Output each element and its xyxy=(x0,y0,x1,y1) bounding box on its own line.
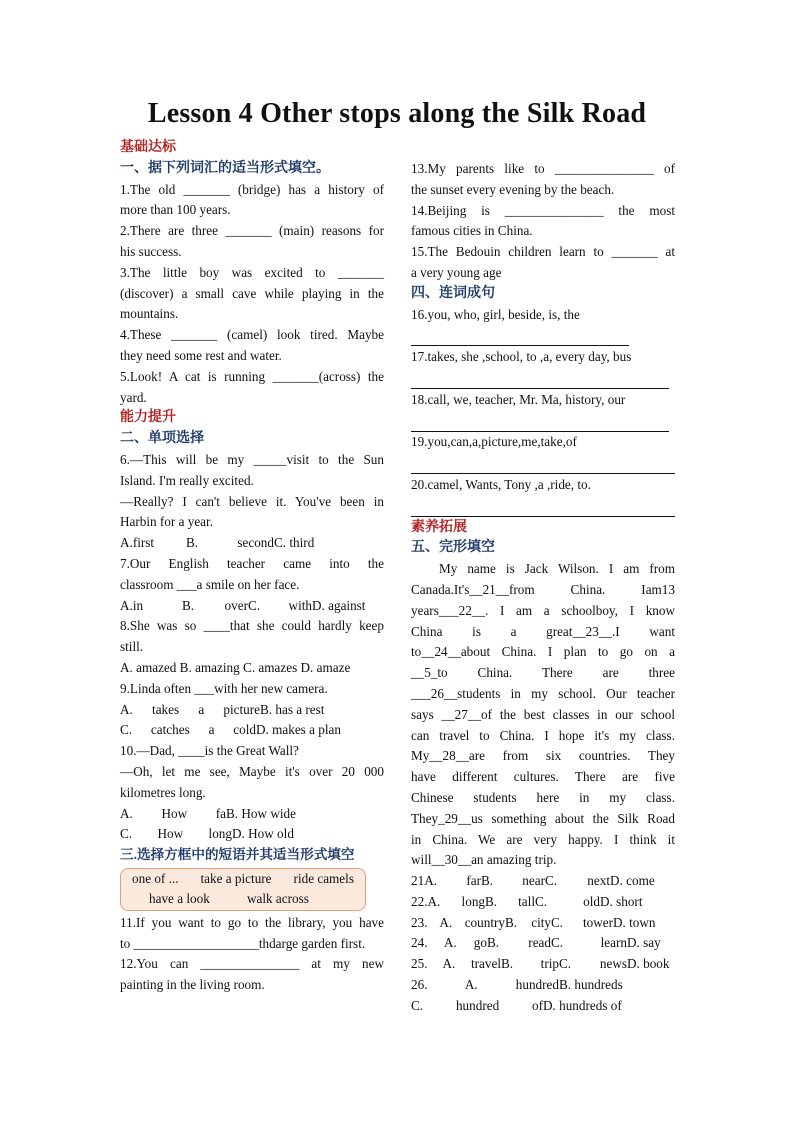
question-14-line: 14.Beijing is _______________ the most xyxy=(411,202,675,218)
question-8-line: still. xyxy=(120,639,144,655)
question-24-options xyxy=(411,933,675,954)
question-11-line: to ___________________thdarge garden first. xyxy=(120,935,366,951)
question-13-line: the sunset every evening by the beach. xyxy=(411,181,615,197)
option: C. How long xyxy=(120,826,232,842)
phrase-box-row xyxy=(121,869,365,890)
section-basic-heading: 基础达标 xyxy=(120,140,176,155)
question-23-options xyxy=(411,913,675,934)
option: 23. A. country xyxy=(411,914,505,930)
question-9-options xyxy=(120,720,384,741)
section-5-title: 五、完形填空 xyxy=(411,540,495,556)
phrase: ride camels xyxy=(293,870,354,886)
question-6-line: 6.—This will be my _____visit to the Sun xyxy=(120,451,384,467)
question-13-line: 13.My parents like to _______________ of xyxy=(411,161,675,176)
section-3-title: 三.选择方框中的短语并其适当形式填空 xyxy=(120,847,355,863)
answer-line[interactable] xyxy=(411,496,675,517)
passage-line: will__30__an amazing trip. xyxy=(411,852,557,868)
option: C. news xyxy=(559,956,627,972)
question-3-line: 3.The little boy was excited to _______ xyxy=(120,264,384,280)
question-4-line: they need some rest and water. xyxy=(120,347,282,363)
option: C. hundred of xyxy=(411,997,543,1013)
question-17-line: 17.takes, she ,school, to ,a, every day, bus xyxy=(411,349,632,365)
option: B. near xyxy=(481,873,545,889)
question-4-line: 4.These _______ (camel) look tired. Maybe xyxy=(120,327,384,343)
question-20-line: 20.camel, Wants, Tony ,a ,ride, to. xyxy=(411,476,591,492)
question-2-line: his success. xyxy=(120,243,182,259)
right-column xyxy=(411,159,675,1017)
question-7-options xyxy=(120,596,384,617)
option: D. town xyxy=(613,914,656,930)
phrase-box-row xyxy=(121,889,365,910)
question-15-line: 15.The Bedouin children learn to _______ at xyxy=(411,244,675,260)
option: D. against xyxy=(312,597,366,613)
question-2-line: 2.There are three _______ (main) reasons for xyxy=(120,223,384,239)
question-10-options xyxy=(120,824,384,845)
option: C. catches a cold xyxy=(120,722,256,738)
passage-line: They_29__us something about the Silk Road xyxy=(411,810,675,826)
phrase: walk across xyxy=(247,891,309,907)
question-14-line: famous cities in China. xyxy=(411,223,533,239)
question-5-line: yard. xyxy=(120,389,147,405)
question-10-line: 10.—Dad, ____is the Great Wall? xyxy=(120,743,299,759)
section-1-title: 一、据下列词汇的适当形式填空。 xyxy=(120,160,330,176)
question-25-options xyxy=(411,954,675,975)
question-21-options xyxy=(411,871,675,892)
question-8-line: 8.She was so ____that she could hardly keep xyxy=(120,618,384,634)
question-12-line: painting in the living room. xyxy=(120,977,265,993)
section-2-title: 二、单项选择 xyxy=(120,431,204,447)
question-1-line: more than 100 years. xyxy=(120,202,231,218)
passage-line: China is a great__23__.I want xyxy=(411,623,675,639)
option: B. read xyxy=(487,935,551,951)
option: A.in xyxy=(120,597,144,613)
question-26-options xyxy=(411,975,675,996)
phrase: one of ... xyxy=(132,870,179,886)
option: D. hundreds of xyxy=(543,997,622,1013)
section-ability-heading: 能力提升 xyxy=(120,410,176,426)
section-4-title: 四、连词成句 xyxy=(411,285,495,301)
option: B. over xyxy=(182,597,248,613)
option: 24. A. go xyxy=(411,935,487,951)
question-1-line: 1.The old _______ (bridge) has a history of xyxy=(120,181,384,197)
question-11-line: 11.If you want to go to the library, you have xyxy=(120,914,384,930)
option: A. takes a picture xyxy=(120,701,260,717)
option: 22.A. long xyxy=(411,893,485,909)
question-12-line: 12.You can _______________ at my new xyxy=(120,956,384,972)
option: 26. A. hundred xyxy=(411,977,559,993)
passage-line: Chinese students here in my class. xyxy=(411,789,675,805)
option: B. hundreds xyxy=(559,977,623,993)
passage-line: __5_to China. There are three xyxy=(411,665,675,681)
question-22-options xyxy=(411,892,675,913)
question-6-line: Harbin for a year. xyxy=(120,514,214,530)
option: B. has a rest xyxy=(260,701,325,717)
option: A. How fa xyxy=(120,805,226,821)
option: B. trip xyxy=(501,956,559,972)
left-column xyxy=(120,138,384,996)
passage-line: years___22__. I am a schoolboy, I know xyxy=(411,602,675,618)
phrase: take a picture xyxy=(200,870,272,886)
passage-line: ___26__students in my school. Our teacher xyxy=(411,685,675,701)
option: C. with xyxy=(248,597,312,613)
question-10-line: kilometres long. xyxy=(120,784,206,800)
option: 21A. far xyxy=(411,873,481,889)
question-6-line: Island. I'm really excited. xyxy=(120,472,254,488)
passage-line: can travel to China. I hope it's my class. xyxy=(411,727,675,743)
question-6-line: —Really? I can't believe it. You've been in xyxy=(120,493,384,509)
answer-line[interactable] xyxy=(411,325,629,346)
question-26-options xyxy=(411,996,675,1017)
question-8-options: A. amazed B. amazing C. amazes D. amaze xyxy=(120,659,351,675)
question-7-line: 7.Our English teacher came into the xyxy=(120,555,384,571)
option: D. come xyxy=(610,873,655,889)
page-title: Lesson 4 Other stops along the Silk Road xyxy=(147,98,647,129)
question-7-line: classroom ___a smile on her face. xyxy=(120,576,300,592)
question-15-line: a very young age xyxy=(411,264,502,280)
question-6-options xyxy=(120,533,384,554)
answer-line[interactable] xyxy=(411,368,669,389)
option: D. say xyxy=(627,935,661,951)
question-9-line: 9.Linda often ___with her new camera. xyxy=(120,680,328,696)
question-18-line: 18.call, we, teacher, Mr. Ma, history, our xyxy=(411,391,626,407)
phrase-box xyxy=(120,868,366,911)
section-extend-heading: 素养拓展 xyxy=(411,519,467,535)
option: C. learn xyxy=(551,935,627,951)
passage-line: to__24__about China. I plan to go on a xyxy=(411,644,675,660)
option: C. third xyxy=(274,535,315,551)
option: B. city xyxy=(505,914,551,930)
option: D. book xyxy=(627,956,670,972)
question-10-line: —Oh, let me see, Maybe it's over 20 000 xyxy=(120,763,384,779)
option: A.first xyxy=(120,535,155,551)
option: C. next xyxy=(545,873,610,889)
phrase: have a look xyxy=(149,891,210,907)
option: B. second xyxy=(186,535,274,551)
question-10-options xyxy=(120,804,384,825)
option: D. makes a plan xyxy=(256,722,341,738)
passage-line: My__28__are from six countries. They xyxy=(411,748,675,764)
answer-line[interactable] xyxy=(411,411,669,432)
option: B. tall xyxy=(485,893,535,909)
option: 25. A. travel xyxy=(411,956,501,972)
option: C. tower xyxy=(551,914,613,930)
option: D. How old xyxy=(232,826,294,842)
question-3-line: (discover) a small cave while playing in the xyxy=(120,285,384,301)
passage-line: says __27__of the best classes in our school xyxy=(411,706,675,722)
option: D. short xyxy=(600,893,643,909)
passage-line: Canada.It's__21__from China. Iam13 xyxy=(411,581,675,597)
passage-line: in China. We are very happy. I think it xyxy=(411,831,675,847)
question-3-line: mountains. xyxy=(120,306,179,322)
question-19-line: 19.you,can,a,picture,me,take,of xyxy=(411,434,577,450)
question-9-options xyxy=(120,700,384,721)
question-16-line: 16.you, who, girl, beside, is, the xyxy=(411,306,580,322)
option: C. old xyxy=(535,893,600,909)
passage-line: My name is Jack Wilson. I am from xyxy=(439,561,675,577)
passage-line: have different cultures. There are five xyxy=(411,769,675,785)
option: B. How wide xyxy=(226,805,296,821)
question-5-line: 5.Look! A cat is running _______(across) the xyxy=(120,368,384,384)
answer-line[interactable] xyxy=(411,453,675,474)
